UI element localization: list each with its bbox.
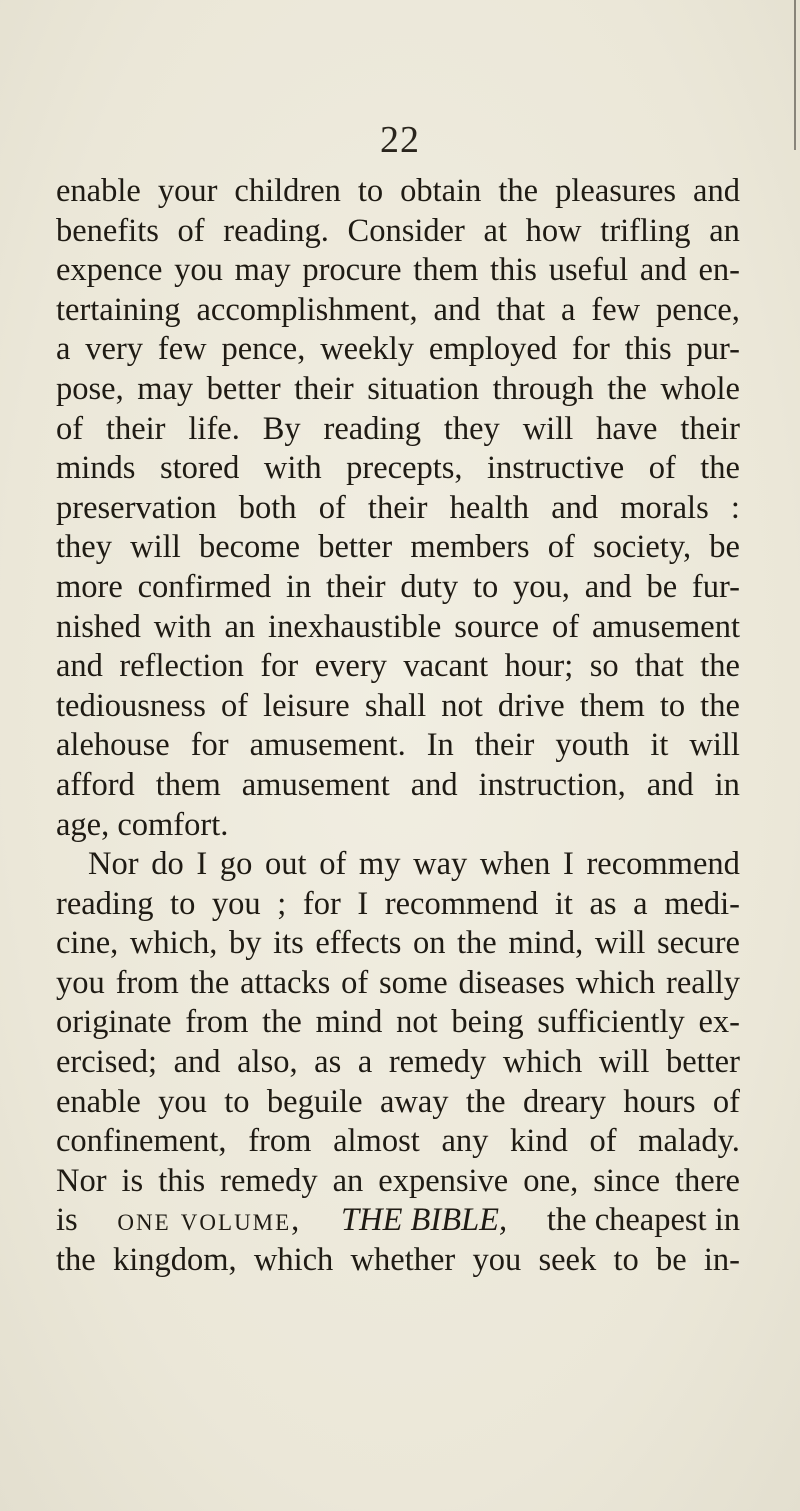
cheapest-text: the cheapest in [546,1202,740,1239]
word: obtain [400,173,482,209]
word: seek [538,1242,597,1279]
word: Nor [56,1162,107,1199]
word: inexhaustible [268,608,442,645]
word: health [449,489,530,526]
word: they [443,410,500,447]
word: at [483,212,507,249]
word: be [655,1242,687,1279]
word: the [607,370,647,407]
word: kingdom, [112,1242,237,1279]
word: it [554,885,573,922]
word: their [326,568,386,605]
word: to [170,885,196,922]
word: diseases [458,964,565,1001]
word: better [665,1044,740,1081]
word: minds [56,450,136,487]
word: you [158,1083,207,1120]
word: you, [513,568,570,605]
text-line [56,489,740,529]
word: it [650,727,669,764]
word: one, [523,1162,579,1199]
word: so [589,648,619,685]
word: few [157,331,207,368]
text-line-bible [56,1201,740,1241]
word: the [457,925,497,962]
text-line [56,172,740,212]
word: go [219,846,253,883]
word: that [635,648,684,685]
word: have [596,410,658,447]
word: hour; [504,648,574,685]
word: away [379,1083,449,1120]
word: pence, [656,291,740,328]
word: ex- [698,1004,740,1041]
word: really [666,964,740,1001]
word: medi- [664,885,740,922]
word: afford [56,766,135,803]
word: an [332,1162,364,1199]
word: will [522,410,574,447]
word: preservation [56,489,217,526]
word: out [265,846,307,883]
word: and [410,766,458,803]
word: for [260,648,299,685]
word: to [224,1083,250,1120]
text-line [56,726,740,766]
word: whole [660,370,740,407]
word: which [502,1044,583,1081]
word: of [56,410,84,447]
word: when [479,846,551,883]
word: to [659,687,686,724]
word: and [56,648,103,685]
word: dreary [522,1083,606,1120]
word: instructive [487,450,625,487]
word: to [472,568,499,605]
word: an [709,212,740,249]
word: for [571,331,610,368]
word: Consider [347,212,465,249]
one-volume-small-caps: one volume, [117,1202,302,1239]
word: they [56,529,112,566]
text-line [56,251,740,291]
word: an [224,608,256,645]
word: employed [428,331,558,368]
word: kind [510,1123,568,1160]
word: ; [277,885,287,922]
word: the [700,450,740,487]
word: do [151,846,184,883]
word: better [206,370,281,407]
word: as [314,1044,342,1081]
word: few [591,291,641,328]
word: its [273,925,304,962]
text-line [56,291,740,331]
word: from [115,964,179,1001]
text-line [56,1003,740,1043]
word: may [137,370,194,407]
word: beguile [266,1083,363,1120]
word: may [234,252,291,289]
word: my [358,846,401,883]
word: benefits [56,212,159,249]
text-line [56,845,740,885]
word: expence [56,252,163,289]
word: almost [333,1123,420,1160]
word: the [56,1242,96,1279]
word: in- [703,1242,740,1279]
text-line [56,924,740,964]
word: you [56,964,105,1001]
word: any [441,1123,489,1160]
word: amusement [241,766,390,803]
word: and [584,568,632,605]
word: weekly [320,331,415,368]
text-line [56,1162,740,1202]
text-line [56,647,740,687]
word: for [302,885,341,922]
word: expensive [378,1162,509,1199]
word: their [105,410,166,447]
word: will [689,727,740,764]
word: better [318,529,393,566]
word: you [211,885,261,922]
word: of [341,964,369,1001]
word: of [547,529,575,566]
word: children [234,173,341,209]
word: accomplishment, [196,291,418,328]
word: will [598,1044,650,1081]
word: recommend [586,846,740,883]
word: your [157,173,218,209]
word: tertaining [56,291,181,328]
word: to [613,1242,639,1279]
word: more [56,568,123,605]
word: the [498,173,539,209]
word: their [367,489,428,526]
word: a [561,291,576,328]
word: procure [302,252,402,289]
word: remedy [388,1044,487,1081]
word: life. [188,410,240,447]
word: with [153,608,212,645]
word: them [579,687,645,724]
word: reading [56,885,154,922]
word: a [56,331,71,368]
word: en- [698,252,740,289]
word: attacks [240,964,331,1001]
word: since [593,1162,661,1199]
word: not [396,1004,438,1041]
word: and [693,173,740,209]
word: of [551,608,580,645]
word: useful [548,252,629,289]
word: them [413,252,479,289]
word: reading. [223,212,329,249]
word: is [121,1162,144,1199]
word: of [177,212,205,249]
body-text [56,172,740,1281]
page-number: 22 [380,119,420,161]
word: shall [364,687,427,724]
word: become [198,529,300,566]
word: which, [129,925,218,962]
text-line [56,370,740,410]
word: sufficiently [537,1004,685,1041]
word: through [492,370,594,407]
word: By [262,410,301,447]
word: ercised; [56,1044,158,1081]
text-line [56,528,740,568]
word: you [174,252,223,289]
word: vacant [403,648,489,685]
word: from [248,1123,312,1160]
word: pose, [56,370,124,407]
word: also, [237,1044,298,1081]
word: originate [56,1004,172,1041]
word: source [454,608,540,645]
word: Nor [88,846,139,883]
word: not [441,687,483,724]
word: alehouse [56,727,170,764]
text-line [56,568,740,608]
word: In [426,727,454,764]
word: the [700,648,740,685]
word: reading [323,410,421,447]
text-line [56,766,740,806]
word: leisure [263,687,350,724]
word: both [238,489,297,526]
text-line [56,964,740,1004]
word: this [158,1162,206,1199]
word: this [490,252,537,289]
word: enable [56,1083,141,1120]
word: stored [159,450,240,487]
word: fur- [691,568,740,605]
word: of [318,489,346,526]
text-line [56,1083,740,1123]
word: cine, [56,925,119,962]
word: remedy [220,1162,318,1199]
word: pur- [686,331,740,368]
word: morals [620,489,709,526]
word: every [314,648,387,685]
word: of [589,1123,617,1160]
word: by [228,925,262,962]
word: pence, [221,331,306,368]
word: be [646,568,678,605]
word: a [357,1044,373,1081]
word: to [357,173,384,209]
word: : [730,489,740,526]
word: their [294,370,354,407]
word: I [562,846,574,883]
word: the [700,687,740,724]
word: this [624,331,672,368]
text-line [56,1241,740,1281]
word: reflection [119,648,244,685]
word: drive [497,687,565,724]
word: and [639,252,687,289]
word: there [675,1162,740,1199]
word: confirmed [137,568,272,605]
word: the [465,1083,506,1120]
word: for [190,727,229,764]
word: very [85,331,144,368]
word: that [496,291,546,328]
word: be [709,529,740,566]
word: effects [315,925,402,962]
text-line [56,410,740,450]
word: and [646,766,694,803]
word: with [263,450,322,487]
word: being [451,1004,524,1041]
word: duty [400,568,459,605]
word: mind [315,1004,383,1041]
word-is: is [56,1202,78,1239]
word: amusement [591,608,740,645]
word: hours [623,1083,696,1120]
text-line [56,608,740,648]
word: malady. [638,1123,740,1160]
word: how [525,212,582,249]
word: instruction, [478,766,626,803]
text-line [56,330,740,370]
word: whether [350,1242,456,1279]
word: as [589,885,617,922]
word: of [319,846,347,883]
word: the [189,964,230,1001]
word: situation [367,370,480,407]
word: of [648,450,676,487]
word: which [575,964,656,1001]
word: them [155,766,221,803]
word: and [173,1044,221,1081]
word: their [474,727,535,764]
word: tediousness [56,687,206,724]
text-line [56,687,740,727]
word: way [413,846,468,883]
word: from [185,1004,249,1041]
word: trifling [600,212,691,249]
word: you [472,1242,522,1279]
word: youth [555,727,630,764]
text-line [56,212,740,252]
word: and [551,489,599,526]
text-line: age, comfort. [56,806,229,843]
the-bible-italic: THE BIBLE, [341,1202,508,1239]
word: mind, [508,925,584,962]
word: a [633,885,648,922]
text-line [56,1043,740,1083]
word: on [412,925,446,962]
word: in [714,766,740,803]
word: of [712,1083,740,1120]
word: confinement, [56,1123,227,1160]
text-line [56,885,740,925]
word: members [410,529,530,566]
word: precepts, [346,450,463,487]
word: which [253,1242,334,1279]
text-line [56,449,740,489]
word: I [196,846,208,883]
word: society, [593,529,692,566]
word: their [680,410,740,447]
word: of [220,687,249,724]
word: enable [56,173,141,209]
word: will [594,925,646,962]
word: some [379,964,448,1001]
word: in [285,568,312,605]
word: recommend [384,885,539,922]
word: amusement. [249,727,406,764]
word: I [357,885,369,922]
word: secure [656,925,740,962]
word: the [262,1004,302,1041]
word: will [130,529,181,566]
word: and [433,291,481,328]
text-line [56,1122,740,1162]
word: pleasures [555,173,677,209]
word: nished [56,608,141,645]
